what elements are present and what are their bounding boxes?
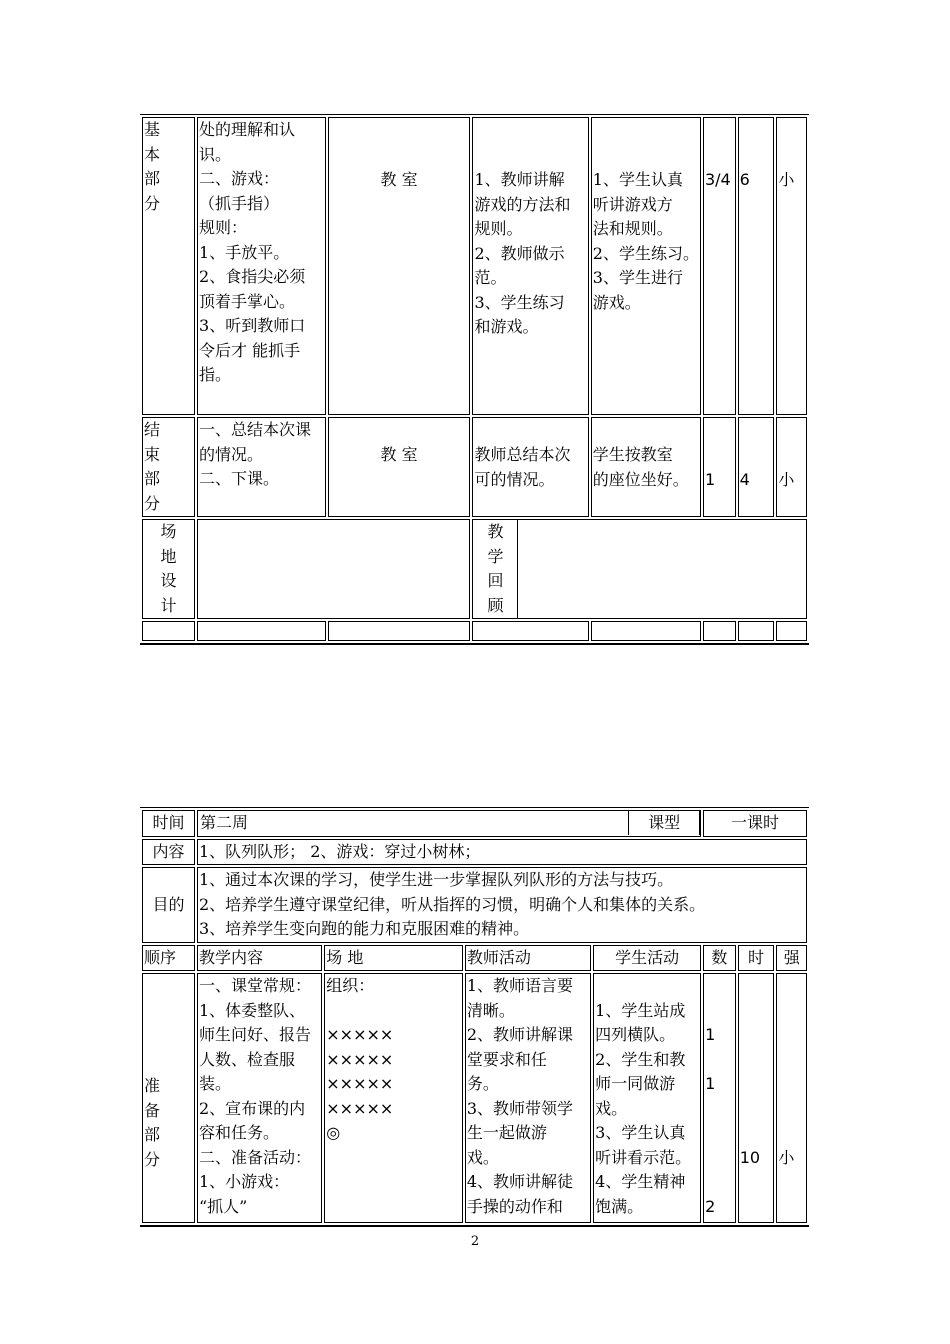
student-activity: 学生按教室 的座位坐好。 [591,417,701,517]
header-content: 教学内容 [197,945,322,972]
blank-cell [197,621,326,641]
section-label: 基 本 部 分 [142,117,195,415]
prep-section-row [142,973,807,1223]
time-value: 6 [738,117,775,415]
venue: 教 室 [328,117,471,415]
site-design-label: 场 地 设 计 [142,519,195,619]
teaching-content: 处的理解和认 识。 二、游戏： （抓手指） 规则： 1、手放平。 2、食指尖必须 顶着手掌心。 3、听到教师口 令后才 能抓手 指。 [197,117,326,415]
site-design-area [197,519,470,619]
blank-cell [328,621,471,641]
teaching-content: 一、总结本次课 的情况。 二、下课。 [197,417,326,517]
blank-cell [703,621,736,641]
header-strength: 强 [776,945,807,972]
venue: 教 室 [328,417,471,517]
teacher-activity: 1、教师讲解 游戏的方法和 规则。 2、教师做示 范。 3、学生练习 和游戏。 [472,117,588,415]
lesson-plan-table-week2 [140,807,809,1227]
teacher-activity: 教师总结本次 可的情况。 [472,417,588,517]
time-value: 10 [738,973,775,1223]
goal-label: 目的 [142,867,195,943]
blank-row [142,621,807,641]
blank-cell [776,621,807,641]
header-venue: 场 地 [324,945,463,972]
blank-cell [472,621,588,641]
header-time: 时 [738,945,775,972]
section-label: 准 备 部 分 [142,973,195,1223]
section-label: 结 束 部 分 [142,417,195,517]
strength-value: 小 [776,417,807,517]
goal-value: 1、通过本次课的学习，使学生进一步掌握队列队形的方法与技巧。 2、培养学生遵守课堂纪律，听从指挥的习惯，明确个人和集体的关系。 3、培养学生变向跑的能力和克服困难的精神。 [197,867,807,943]
basic-section-row [142,117,807,415]
formation-diagram: 组织： ××××× ××××× ××××× ××××× ◎ [324,973,463,1223]
lesson-type-label: 课型 [628,811,700,835]
count-value: 1 1 2 [703,973,736,1223]
blank-cell [142,621,195,641]
lesson-type-value: 一课时 [703,810,807,837]
teacher-activity: 1、教师语言要 清晰。 2、教师讲解课 堂要求和任 务。 3、教师带领学 生一起做游 戏。 4、教师讲解徒 手操的动作和 [465,973,591,1223]
content-value: 1、队列队形； 2、游戏：穿过小树林； [197,839,807,866]
blank-cell [738,621,775,641]
goal-row [142,867,807,943]
student-activity: 1、学生认真 听讲游戏方 法和规则。 2、学生练习。 3、学生进行 游戏。 [591,117,701,415]
teaching-content: 一、课堂常规： 1、体委整队、 师生问好、报告 人数、检查服 装。 2、宣布课的内 容和任务。 二、准备活动： 1、小游戏： “抓人” [197,973,322,1223]
count-value: 1 [703,417,736,517]
site-review-row [142,519,807,619]
time-row [142,810,807,837]
student-activity: 1、学生站成 四列横队。 2、学生和教 师一同做游 戏。 3、学生认真 听讲看示范。 4、学生精神 饱满。 [593,973,701,1223]
time-value-area [197,810,701,837]
header-student: 学生活动 [593,945,701,972]
review-area [472,519,807,619]
content-label: 内容 [142,839,195,866]
strength-value: 小 [776,973,807,1223]
time-value: 4 [738,417,775,517]
review-content [518,520,806,618]
page-number: 2 [470,1234,480,1249]
blank-cell [591,621,701,641]
time-value: 第二周 [199,813,248,832]
time-label: 时间 [142,810,195,837]
count-value: 3/4 [703,117,736,415]
ending-section-row [142,417,807,517]
review-label: 教 学 回 顾 [473,520,518,618]
strength-value: 小 [776,117,807,415]
header-order: 顺序 [142,945,195,972]
lesson-plan-table-continued [140,114,809,645]
header-row [142,945,807,972]
header-num: 数 [703,945,736,972]
header-teacher: 教师活动 [465,945,591,972]
content-row [142,839,807,866]
